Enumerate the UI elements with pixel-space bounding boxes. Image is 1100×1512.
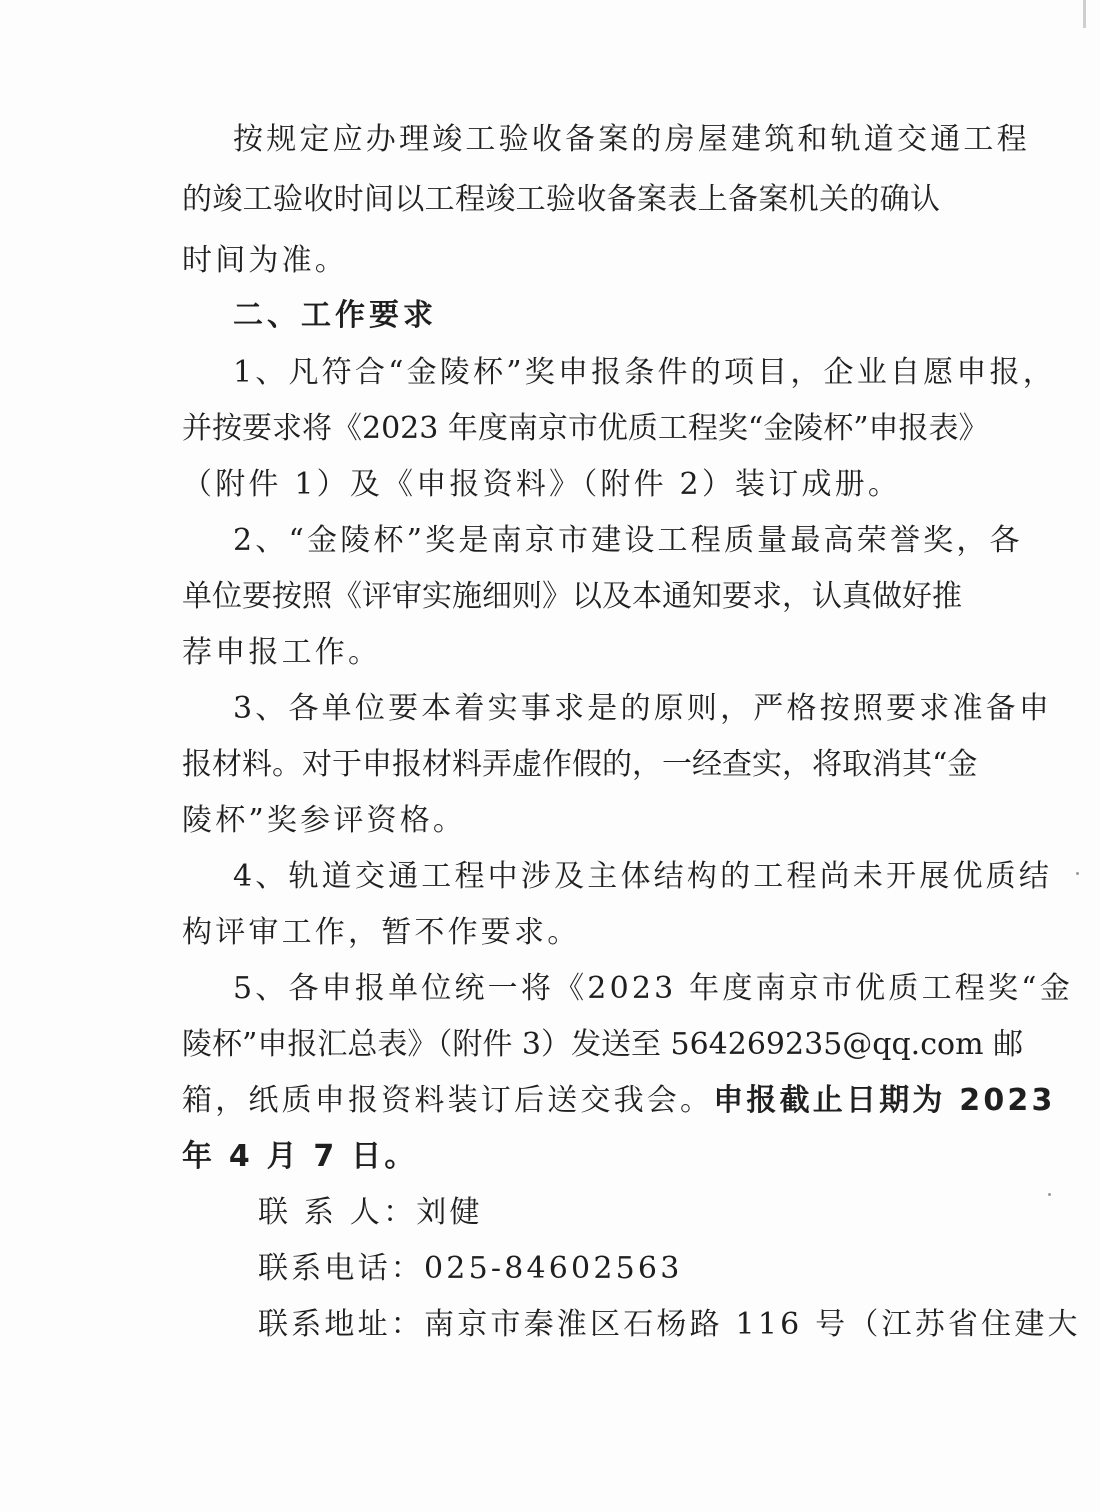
contact-phone-label: 联系电话： xyxy=(258,1251,424,1286)
intro-line-1: 按规定应办理竣工验收备案的房屋建筑和轨道交通工程 xyxy=(233,122,1030,157)
section-heading: 二、工作要求 xyxy=(233,298,437,333)
item5-line-3 xyxy=(182,1081,1056,1121)
item2-line-3: 荐申报工作。 xyxy=(182,635,382,670)
scan-speck xyxy=(1048,1193,1051,1196)
deadline-date: 年 4 月 7 日。 xyxy=(182,1139,418,1174)
item4-line-1: 4、轨道交通工程中涉及主体结构的工程尚未开展优质结 xyxy=(233,859,1053,894)
intro-line-3: 时间为准。 xyxy=(182,243,348,278)
item5-line-1: 5、各申报单位统一将《2023 年度南京市优质工程奖“金 xyxy=(233,971,1073,1006)
contact-phone xyxy=(258,1249,683,1289)
intro-line-2: 的竣工验收时间以工程竣工验收备案表上备案机关的确认 xyxy=(182,182,940,217)
contact-address-label: 联系地址： xyxy=(258,1307,424,1342)
contact-person xyxy=(258,1193,483,1233)
item2-line-1: 2、“金陵杯”奖是南京市建设工程质量最高荣誉奖，各 xyxy=(233,523,1023,558)
deadline-text: 申报截止日期为 2023 xyxy=(713,1083,1056,1118)
contact-phone-value: 025-84602563 xyxy=(424,1251,683,1286)
item4-line-2: 构评审工作，暂不作要求。 xyxy=(182,915,581,950)
item1-line-2: 并按要求将《2023 年度南京市优质工程奖“金陵杯”申报表》 xyxy=(182,411,989,446)
item1-line-3: （附件 1）及《申报资料》（附件 2）装订成册。 xyxy=(182,467,902,502)
scan-speck xyxy=(1076,872,1079,875)
contact-address xyxy=(258,1305,1081,1345)
item5-line-3-text: 箱，纸质申报资料装订后送交我会。 xyxy=(182,1083,714,1118)
item3-line-2: 报材料。对于申报材料弄虚作假的，一经查实，将取消其“金 xyxy=(182,747,978,782)
item3-line-1: 3、各单位要本着实事求是的原则，严格按照要求准备申 xyxy=(233,691,1053,726)
contact-person-value: 刘健 xyxy=(416,1195,483,1230)
contact-person-label: 联 系 人： xyxy=(258,1195,417,1230)
contact-address-value: 南京市秦淮区石杨路 116 号（江苏省住建大 xyxy=(424,1307,1081,1342)
item5-line-2: 陵杯”申报汇总表》（附件 3）发送至 564269235@qq.com 邮 xyxy=(182,1027,1024,1062)
item3-line-3: 陵杯”奖参评资格。 xyxy=(182,803,467,838)
item2-line-2: 单位要按照《评审实施细则》以及本通知要求，认真做好推 xyxy=(182,579,962,614)
scan-edge-mark xyxy=(1083,0,1086,28)
item1-line-1: 1、凡符合“金陵杯”奖申报条件的项目，企业自愿申报， xyxy=(233,355,1056,390)
